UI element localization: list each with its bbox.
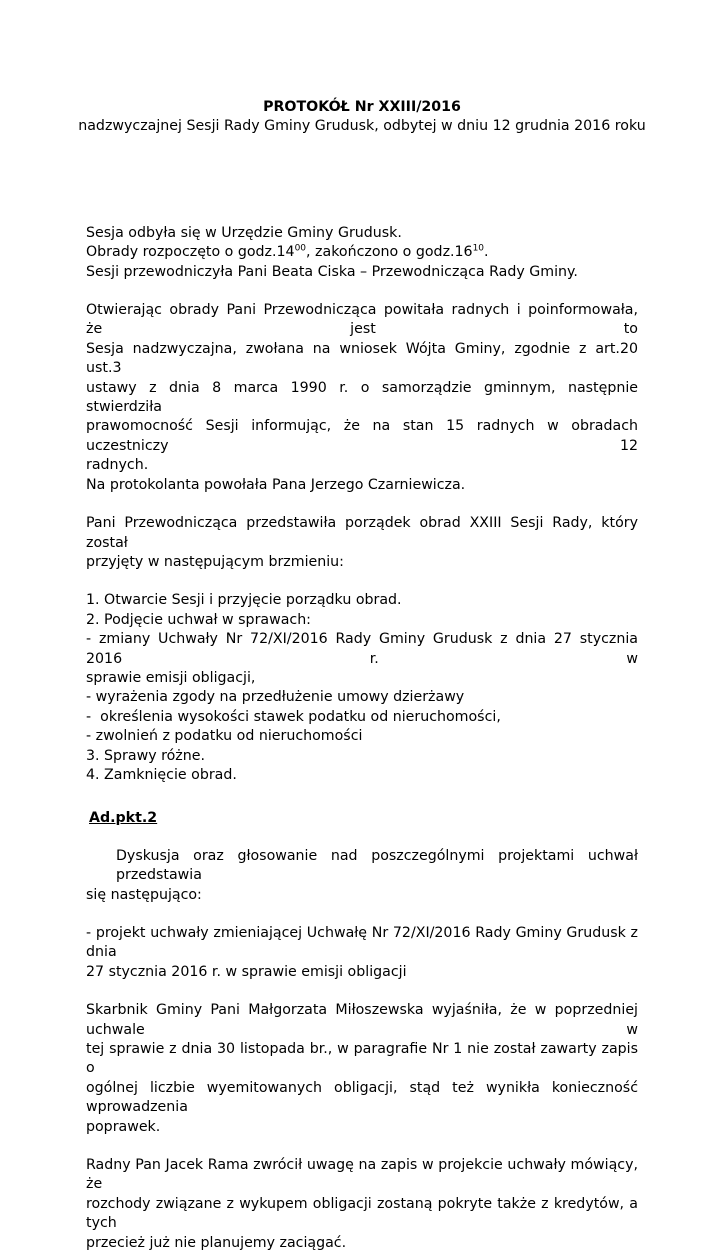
time-start-text: Obrady rozpoczęto o godz.14 — [86, 244, 295, 261]
spacer — [86, 495, 638, 514]
section-heading-row — [86, 809, 638, 828]
spacer — [86, 1137, 638, 1156]
treasurer-line: tej sprawie z dnia 30 listopada br., w paragrafie Nr 1 nie został zawarty zapis o — [86, 1041, 638, 1077]
opening-line: radnych. — [86, 457, 149, 474]
agenda-intro-line: Pani Przewodnicząca przedstawiła porządek obrad XXIII Sesji Rady, który został — [86, 515, 638, 551]
spacer — [86, 137, 638, 224]
discussion-line: się następująco: — [86, 886, 202, 903]
councillor-line: przecież już nie planujemy zaciągać. — [86, 1234, 347, 1251]
councillor-line: rozchody związane z wykupem obligacji zostaną pokryte także z kredytów, a tych — [86, 1195, 638, 1232]
intro-times — [86, 243, 638, 262]
agenda-list — [86, 591, 638, 785]
agenda-subitem: sprawie emisji obligacji, — [86, 669, 256, 686]
time-end-text: , zakończono o godz.16 — [306, 244, 473, 261]
councillor-line: Radny Pan Jacek Rama zwrócił uwagę na zapis w projekcie uchwały mówiący, że — [86, 1157, 638, 1193]
spacer — [86, 785, 638, 809]
time-start-minutes: 00 — [294, 243, 307, 254]
document-subtitle: nadzwyczajnej Sesji Rady Gminy Grudusk, odbytej w dniu 12 grudnia 2016 roku — [78, 118, 646, 135]
agenda-intro-line: przyjęty w następującym brzmieniu: — [86, 553, 344, 570]
treasurer-line: ogólnej liczbie wyemitowanych obligacji, stąd też wynikła konieczność wprowadzenia — [86, 1079, 638, 1116]
agenda-subitem: - zwolnień z podatku od nieruchomości — [86, 728, 363, 745]
agenda-item: 1. Otwarcie Sesji i przyjęcie porządku obrad. — [86, 592, 402, 609]
agenda-item: 4. Zamknięcie obrad. — [86, 766, 237, 783]
treasurer-line: Skarbnik Gminy Pani Małgorzata Miłoszewska wyjaśniła, że w poprzedniej uchwale w — [86, 1002, 638, 1038]
agenda-subitem: - zmiany Uchwały Nr 72/XI/2016 Rady Gminy Grudusk z dnia 27 stycznia 2016 r. w — [86, 631, 638, 667]
spacer — [86, 572, 638, 591]
resolution-project-line: - projekt uchwały zmieniającej Uchwałę Nr 72/XI/2016 Rady Gminy Grudusk z dnia — [86, 925, 638, 961]
intro-location: Sesja odbyła się w Urzędzie Gminy Grudusk. — [86, 224, 402, 241]
treasurer-paragraph — [86, 1001, 638, 1137]
agenda-subitem: - wyrażenia zgody na przedłużenie umowy dzierżawy — [86, 689, 465, 706]
resolution-project-line: 27 stycznia 2016 r. w sprawie emisji obligacji — [86, 963, 407, 980]
intro-paragraph — [86, 224, 638, 282]
agenda-intro-paragraph — [86, 514, 638, 572]
discussion-paragraph — [86, 847, 638, 905]
agenda-item: 3. Sprawy różne. — [86, 747, 205, 764]
opening-line: Na protokolanta powołała Pana Jerzego Czarniewicza. — [86, 476, 466, 493]
agenda-item: 2. Podjęcie uchwał w sprawach: — [86, 611, 311, 628]
discussion-line: Dyskusja oraz głosowanie nad poszczególnymi projektami uchwał przedstawia — [116, 847, 638, 884]
councillor-paragraph — [86, 1156, 638, 1253]
spacer — [86, 829, 638, 847]
spacer — [86, 905, 638, 924]
time-end-minutes: 10 — [472, 243, 485, 254]
document-title: PROTOKÓŁ Nr XXIII/2016 — [263, 99, 461, 115]
opening-line: Otwierając obrady Pani Przewodnicząca powitała radnych i poinformowała, że jest to — [86, 302, 638, 338]
section-heading: Ad.pkt.2 — [89, 810, 158, 827]
opening-paragraph — [86, 301, 638, 495]
agenda-subitem: - określenia wysokości stawek podatku od nieruchomości, — [86, 708, 501, 725]
spacer — [86, 282, 638, 301]
time-period: . — [484, 244, 489, 261]
resolution-project-paragraph — [86, 924, 638, 982]
opening-line: ustawy z dnia 8 marca 1990 r. o samorządzie gminnym, następnie stwierdziła — [86, 379, 638, 416]
treasurer-line: poprawek. — [86, 1118, 161, 1135]
opening-line: Sesja nadzwyczajna, zwołana na wniosek Wójta Gminy, zgodnie z art.20 ust.3 — [86, 340, 638, 377]
intro-chair: Sesji przewodniczyła Pani Beata Ciska – Przewodnicząca Rady Gminy. — [86, 263, 578, 280]
spacer — [86, 982, 638, 1001]
document-page — [78, 98, 646, 1253]
opening-line: prawomocność Sesji informując, że na stan 15 radnych w obradach uczestniczy 12 — [86, 418, 638, 454]
